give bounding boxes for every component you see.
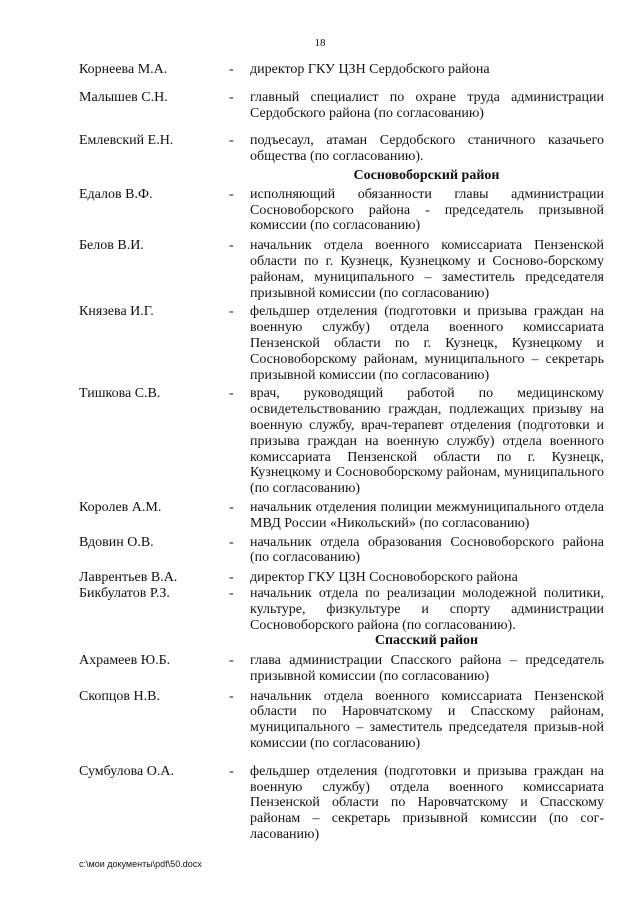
member-position: директор ГКУ ЦЗН Сердобского района (250, 62, 490, 77)
member-entry (79, 386, 604, 497)
section-heading: Спасский район (374, 633, 479, 649)
dash-separator: - (229, 238, 234, 254)
member-position: глава администрации Спасского района – председатель призывной комиссии (по согласованию) (250, 653, 604, 684)
member-name: Королев А.М. (79, 499, 162, 515)
file-path-footer: c:\мои документы\pdf\50.docx (79, 859, 202, 869)
dash-separator: - (229, 386, 234, 402)
dash-separator: - (229, 499, 234, 515)
member-position: фельдшер отделения (подготовки и призыва граждан на военную службу) отдела военного комиссариата Пензенской области по Наровчатскому и Спасскому районам – секретарь призывной комиссии (по сог-ласованию) (250, 763, 604, 843)
member-name: Скопцов Н.В. (79, 688, 160, 704)
member-entry (79, 187, 604, 234)
member-entry (79, 133, 604, 165)
member-entry (79, 586, 604, 633)
member-position: начальник отдела военного комиссариата Пензенской области по г. Кузнецк, Кузнецкому и Сосново-борскому районам, муниципального – заместитель председателя призывной комиссии (по согласованию) (250, 238, 604, 301)
member-entry (79, 764, 604, 843)
member-entry (79, 653, 604, 685)
dash-separator: - (229, 304, 234, 320)
dash-separator: - (229, 186, 234, 202)
member-position: исполняющий обязанности главы администрации Сосновоборского района - председатель призывной комиссии (по согласованию) (250, 186, 604, 234)
member-name: Белов В.И. (79, 238, 144, 254)
dash-separator: - (229, 585, 234, 601)
member-name: Малышев С.Н. (79, 89, 168, 105)
dash-separator: - (229, 133, 234, 149)
member-position: начальник отдела по реализации молодежной политики, культуре, физкультуре и спорту администрации Сосновоборского района (по согласованию). (250, 585, 604, 633)
member-entry (79, 90, 604, 122)
dash-separator: - (229, 763, 234, 779)
member-position: главный специалист по охране труда администрации Сердобского района (по согласованию) (250, 89, 604, 121)
member-name: Емлевский Е.Н. (79, 133, 174, 149)
member-position: директор ГКУ ЦЗН Сосновоборского района (250, 570, 518, 586)
member-name: Князева И.Г. (79, 304, 154, 320)
member-position: врач, руководящий работой по медицинскому освидетельствованию граждан, подлежащих призыву на военную службу, врач-терапевт отделения (подготовки и призыва граждан на военную службу) отдела военного комиссариата Пензенской области по г. Кузнецк, Кузнецкому и Сосновоборскому районам, муниципального (по согласованию) (250, 386, 604, 497)
dash-separator: - (229, 653, 234, 669)
member-position: фельдшер отделения (подготовки и призыва граждан на военную службу) отдела военного комиссариата Пензенской области по г. Кузнецк, Кузнецкому и Сосновоборскому районам, муниципального – секретарь призывной комиссии (по согласованию) (250, 304, 604, 383)
member-position: начальник отдела образования Сосновоборского района (по согласованию) (250, 534, 604, 566)
member-name: Ахрамеев Ю.Б. (79, 653, 171, 669)
member-entry (79, 500, 604, 532)
member-entry (79, 689, 604, 752)
member-name: Корнеева М.А. (79, 62, 168, 77)
member-entry (79, 535, 604, 567)
member-name: Лаврентьев В.А. (79, 570, 178, 586)
dash-separator: - (229, 570, 234, 586)
member-name: Тишкова С.В. (79, 386, 161, 402)
page-number: 18 (314, 37, 326, 49)
member-name: Бикбулатов Р.З. (79, 585, 170, 601)
dash-separator: - (229, 688, 234, 704)
commission-list (79, 62, 604, 843)
member-entry (79, 62, 604, 78)
section-heading: Сосновоборский район (353, 167, 500, 183)
member-name: Вдовин О.В. (79, 534, 154, 550)
member-entry (79, 238, 604, 301)
dash-separator: - (229, 62, 234, 77)
member-entry (79, 570, 604, 586)
member-name: Сумбулова О.А. (79, 763, 174, 779)
dash-separator: - (229, 89, 234, 105)
member-position: подъесаул, атаман Сердобского станичного казачьего общества (по согласованию). (250, 133, 604, 165)
member-position: начальник отдела военного комиссариата Пензенской области по Наровчатскому и Спасскому районам, муниципального – заместитель председателя призыв-ной комиссии (по согласованию) (250, 688, 604, 752)
member-entry (79, 304, 604, 383)
member-name: Едалов В.Ф. (79, 186, 153, 202)
member-position: начальник отделения полиции межмуниципального отдела МВД России «Никольский» (по согласованию) (250, 499, 604, 531)
dash-separator: - (229, 534, 234, 550)
